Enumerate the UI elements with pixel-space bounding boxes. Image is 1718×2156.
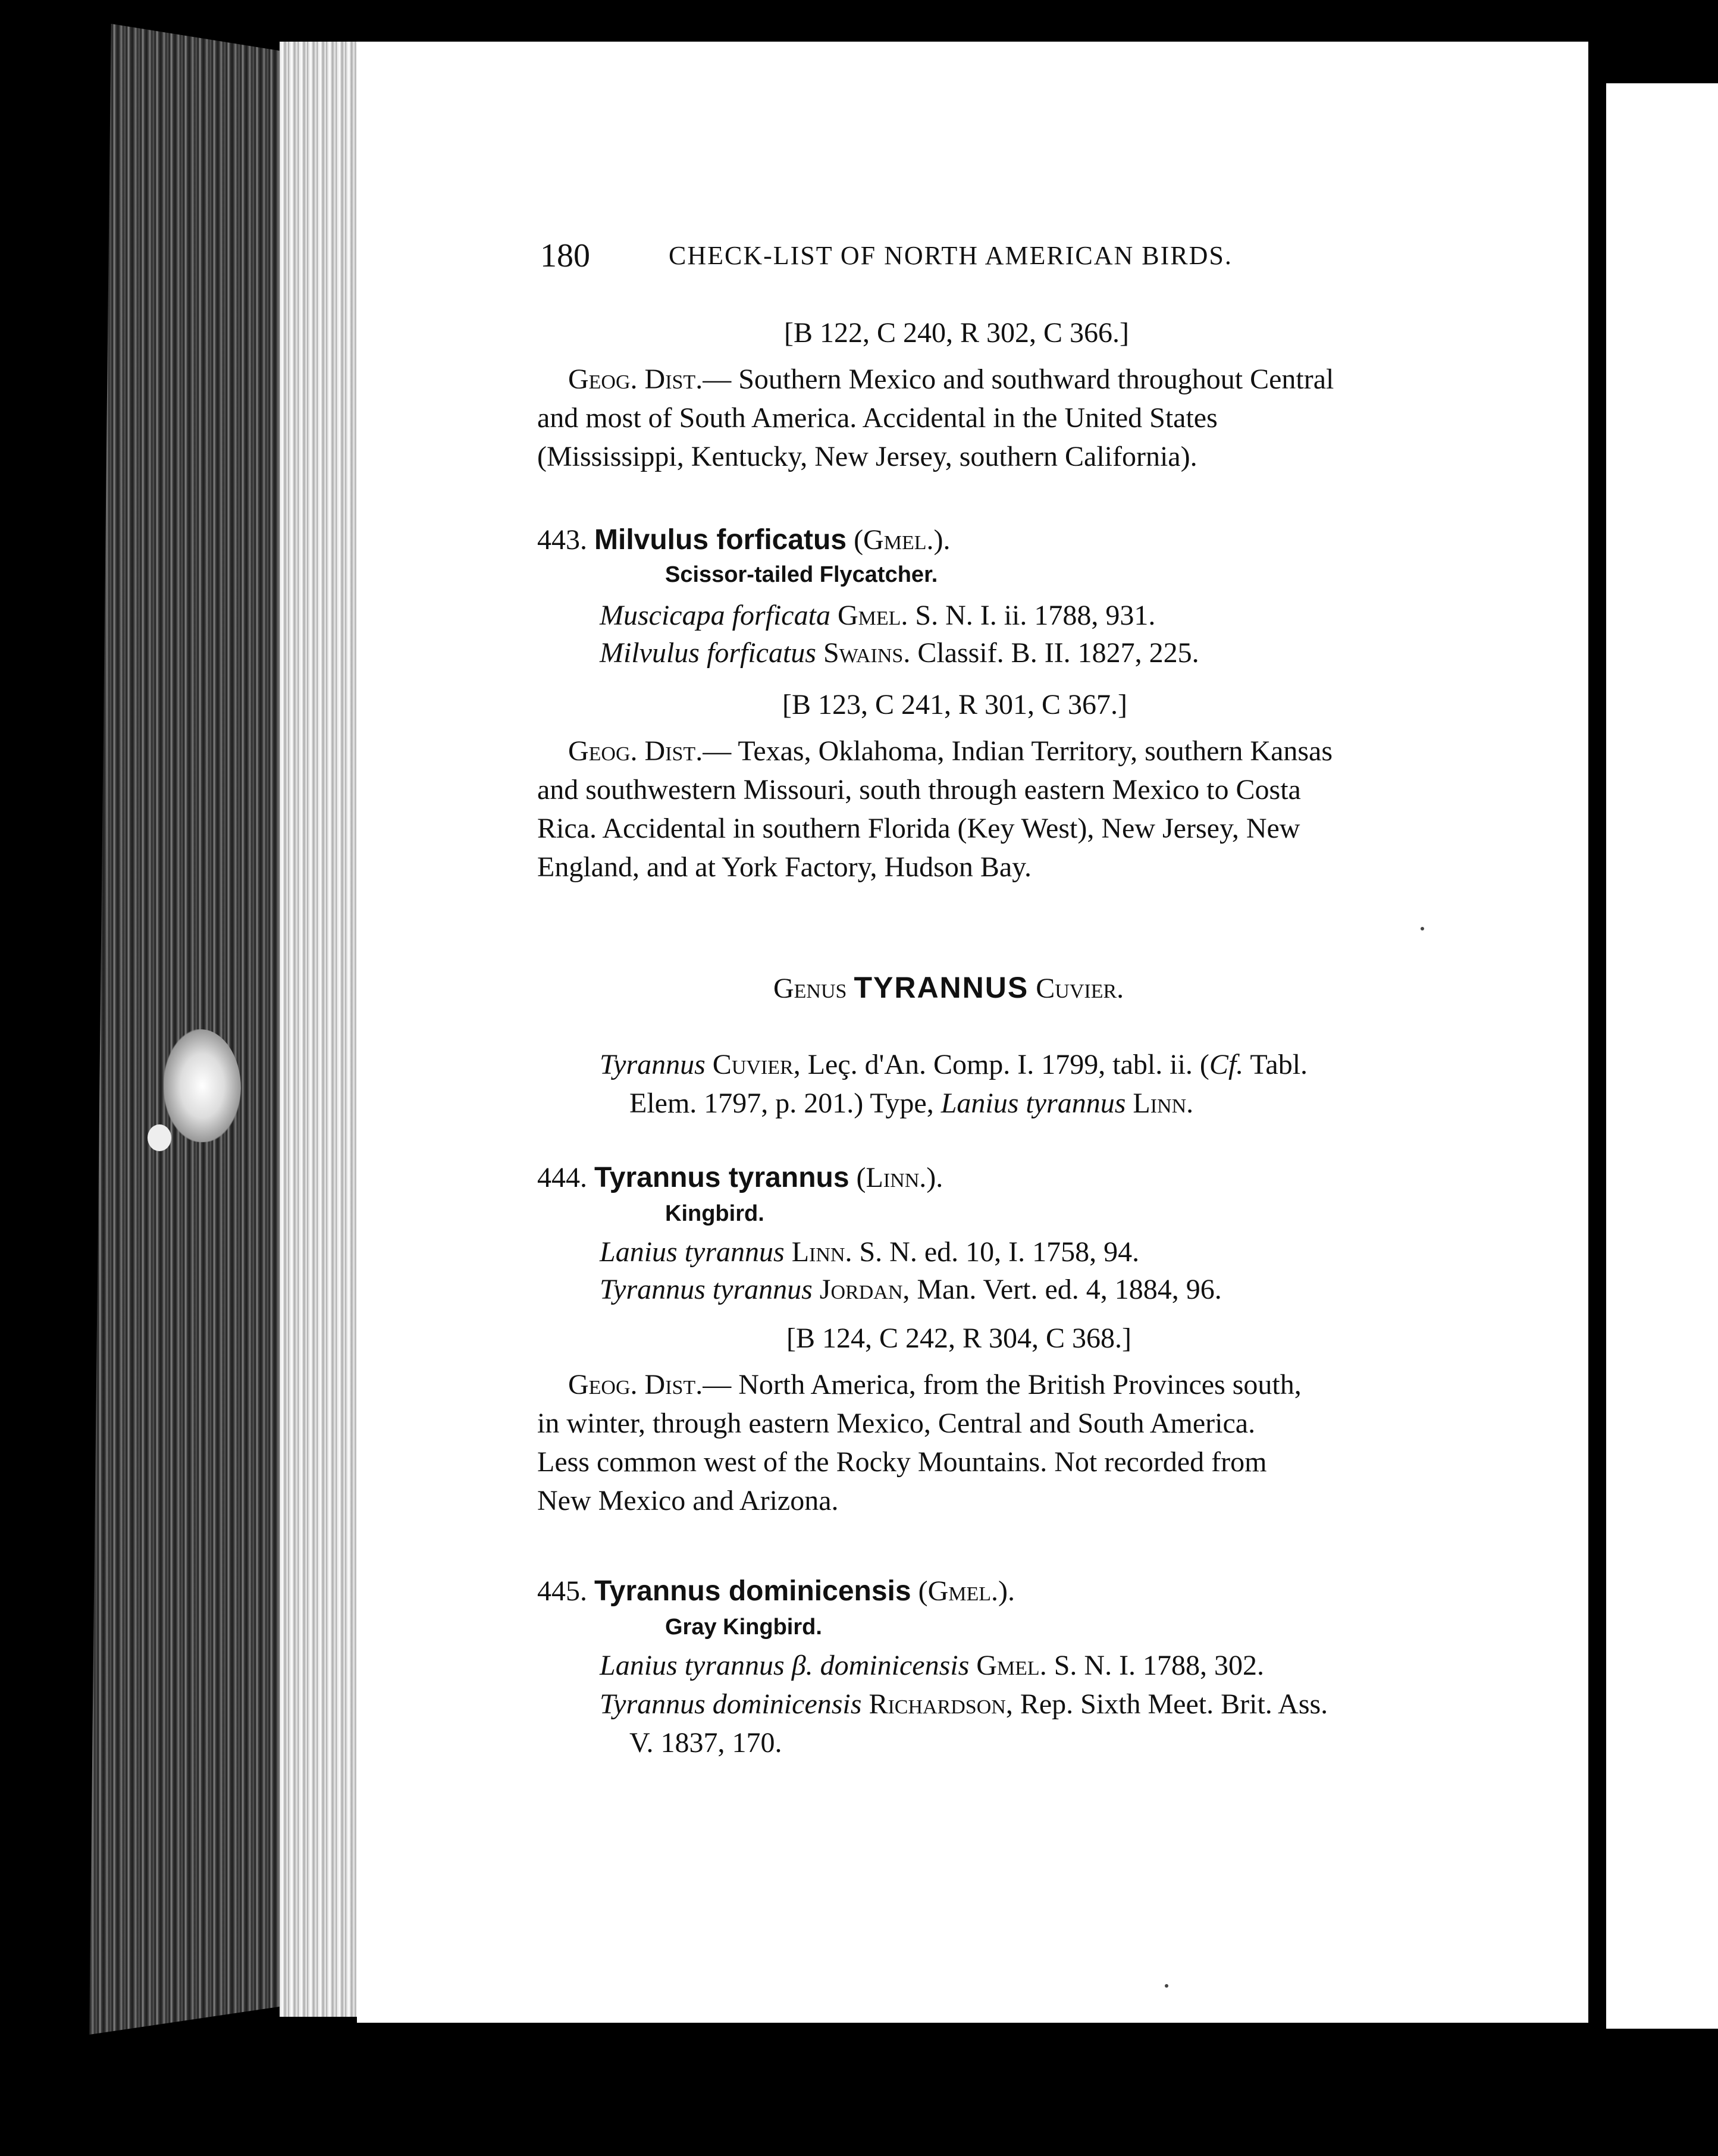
dist-444-line-1: Geog. Dist.— North America, from the British Provinces south, — [568, 1369, 1302, 1400]
dist-444-line-2: in winter, through eastern Mexico, Central and South America. — [537, 1408, 1256, 1439]
common-name-443: Scissor-tailed Flycatcher. — [665, 562, 938, 587]
synonym-445-2: Tyrannus dominicensis Richardson, Rep. Sixth Meet. Brit. Ass. — [600, 1688, 1328, 1720]
dist-444-line-3: Less common west of the Rocky Mountains. Not recorded from — [537, 1446, 1267, 1478]
print-speck — [1421, 927, 1424, 930]
species-heading-444: 444. Tyrannus tyrannus (Linn.). — [537, 1162, 943, 1193]
species-heading-445: 445. Tyrannus dominicensis (Gmel.). — [537, 1575, 1015, 1607]
dist-label: Geog. Dist. — [568, 363, 703, 395]
genus-citation-line-1: Tyrannus Cuvier, Leç. d'An. Comp. I. 1799, tabl. ii. (Cf. Tabl. — [600, 1049, 1308, 1080]
refs-444: [B 124, C 242, R 304, C 368.] — [786, 1323, 1132, 1354]
synonym-445-1: Lanius tyrannus β. dominicensis Gmel. S. N. I. 1788, 302. — [600, 1650, 1265, 1681]
prev-dist-line-2: and most of South America. Accidental in the United States — [537, 402, 1218, 434]
dist-444-line-4: New Mexico and Arizona. — [537, 1485, 839, 1516]
synonym-445-2-cont: V. 1837, 170. — [629, 1727, 782, 1759]
species-number: 443. — [537, 524, 587, 556]
dist-443-line-4: England, and at York Factory, Hudson Bay. — [537, 851, 1032, 883]
dist-443-line-2: and southwestern Missouri, south through eastern Mexico to Costa — [537, 774, 1301, 806]
species-heading-443 — [537, 522, 950, 558]
prev-refs: [B 122, C 240, R 302, C 366.] — [784, 317, 1130, 349]
paper-stain-small — [148, 1124, 171, 1151]
synonym-444-1: Lanius tyrannus Linn. S. N. ed. 10, I. 1758, 94. — [600, 1236, 1140, 1268]
dist-443-line-3: Rica. Accidental in southern Florida (Key West), New Jersey, New — [537, 813, 1300, 844]
common-name-445: Gray Kingbird. — [665, 1615, 822, 1640]
genus-name: TYRANNUS — [854, 971, 1029, 1004]
book-page — [357, 42, 1588, 2023]
print-speck — [1165, 1984, 1168, 1988]
prev-dist-line-1: Geog. Dist.— Southern Mexico and southward throughout Central — [568, 363, 1334, 395]
page-number: 180 — [540, 237, 590, 274]
dist-443-line-1: Geog. Dist.— Texas, Oklahoma, Indian Territory, southern Kansas — [568, 735, 1333, 767]
prev-dist-line-3: (Mississippi, Kentucky, New Jersey, southern California). — [537, 441, 1197, 472]
refs-443: [B 123, C 241, R 301, C 367.] — [782, 689, 1128, 720]
species-name: Milvulus forficatus — [594, 524, 847, 556]
book-page-edges-light — [280, 42, 363, 2017]
synonym-444-2: Tyrannus tyrannus Jordan, Man. Vert. ed. 4, 1884, 96. — [600, 1274, 1222, 1305]
species-authority: (Gmel.). — [854, 524, 951, 556]
genus-citation-line-2: Elem. 1797, p. 201.) Type, Lanius tyrannus Linn. — [629, 1088, 1194, 1119]
synonym-443-1: Muscicapa forficata Gmel. S. N. I. ii. 1788, 931. — [600, 600, 1156, 631]
genus-heading: Genus TYRANNUS Cuvier. — [773, 971, 1124, 1004]
synonym-443-2: Milvulus forficatus Swains. Classif. B. II. 1827, 225. — [600, 637, 1199, 669]
common-name-444: Kingbird. — [665, 1201, 764, 1226]
running-title: CHECK-LIST OF NORTH AMERICAN BIRDS. — [669, 241, 1233, 270]
adjacent-page — [1606, 83, 1718, 2029]
